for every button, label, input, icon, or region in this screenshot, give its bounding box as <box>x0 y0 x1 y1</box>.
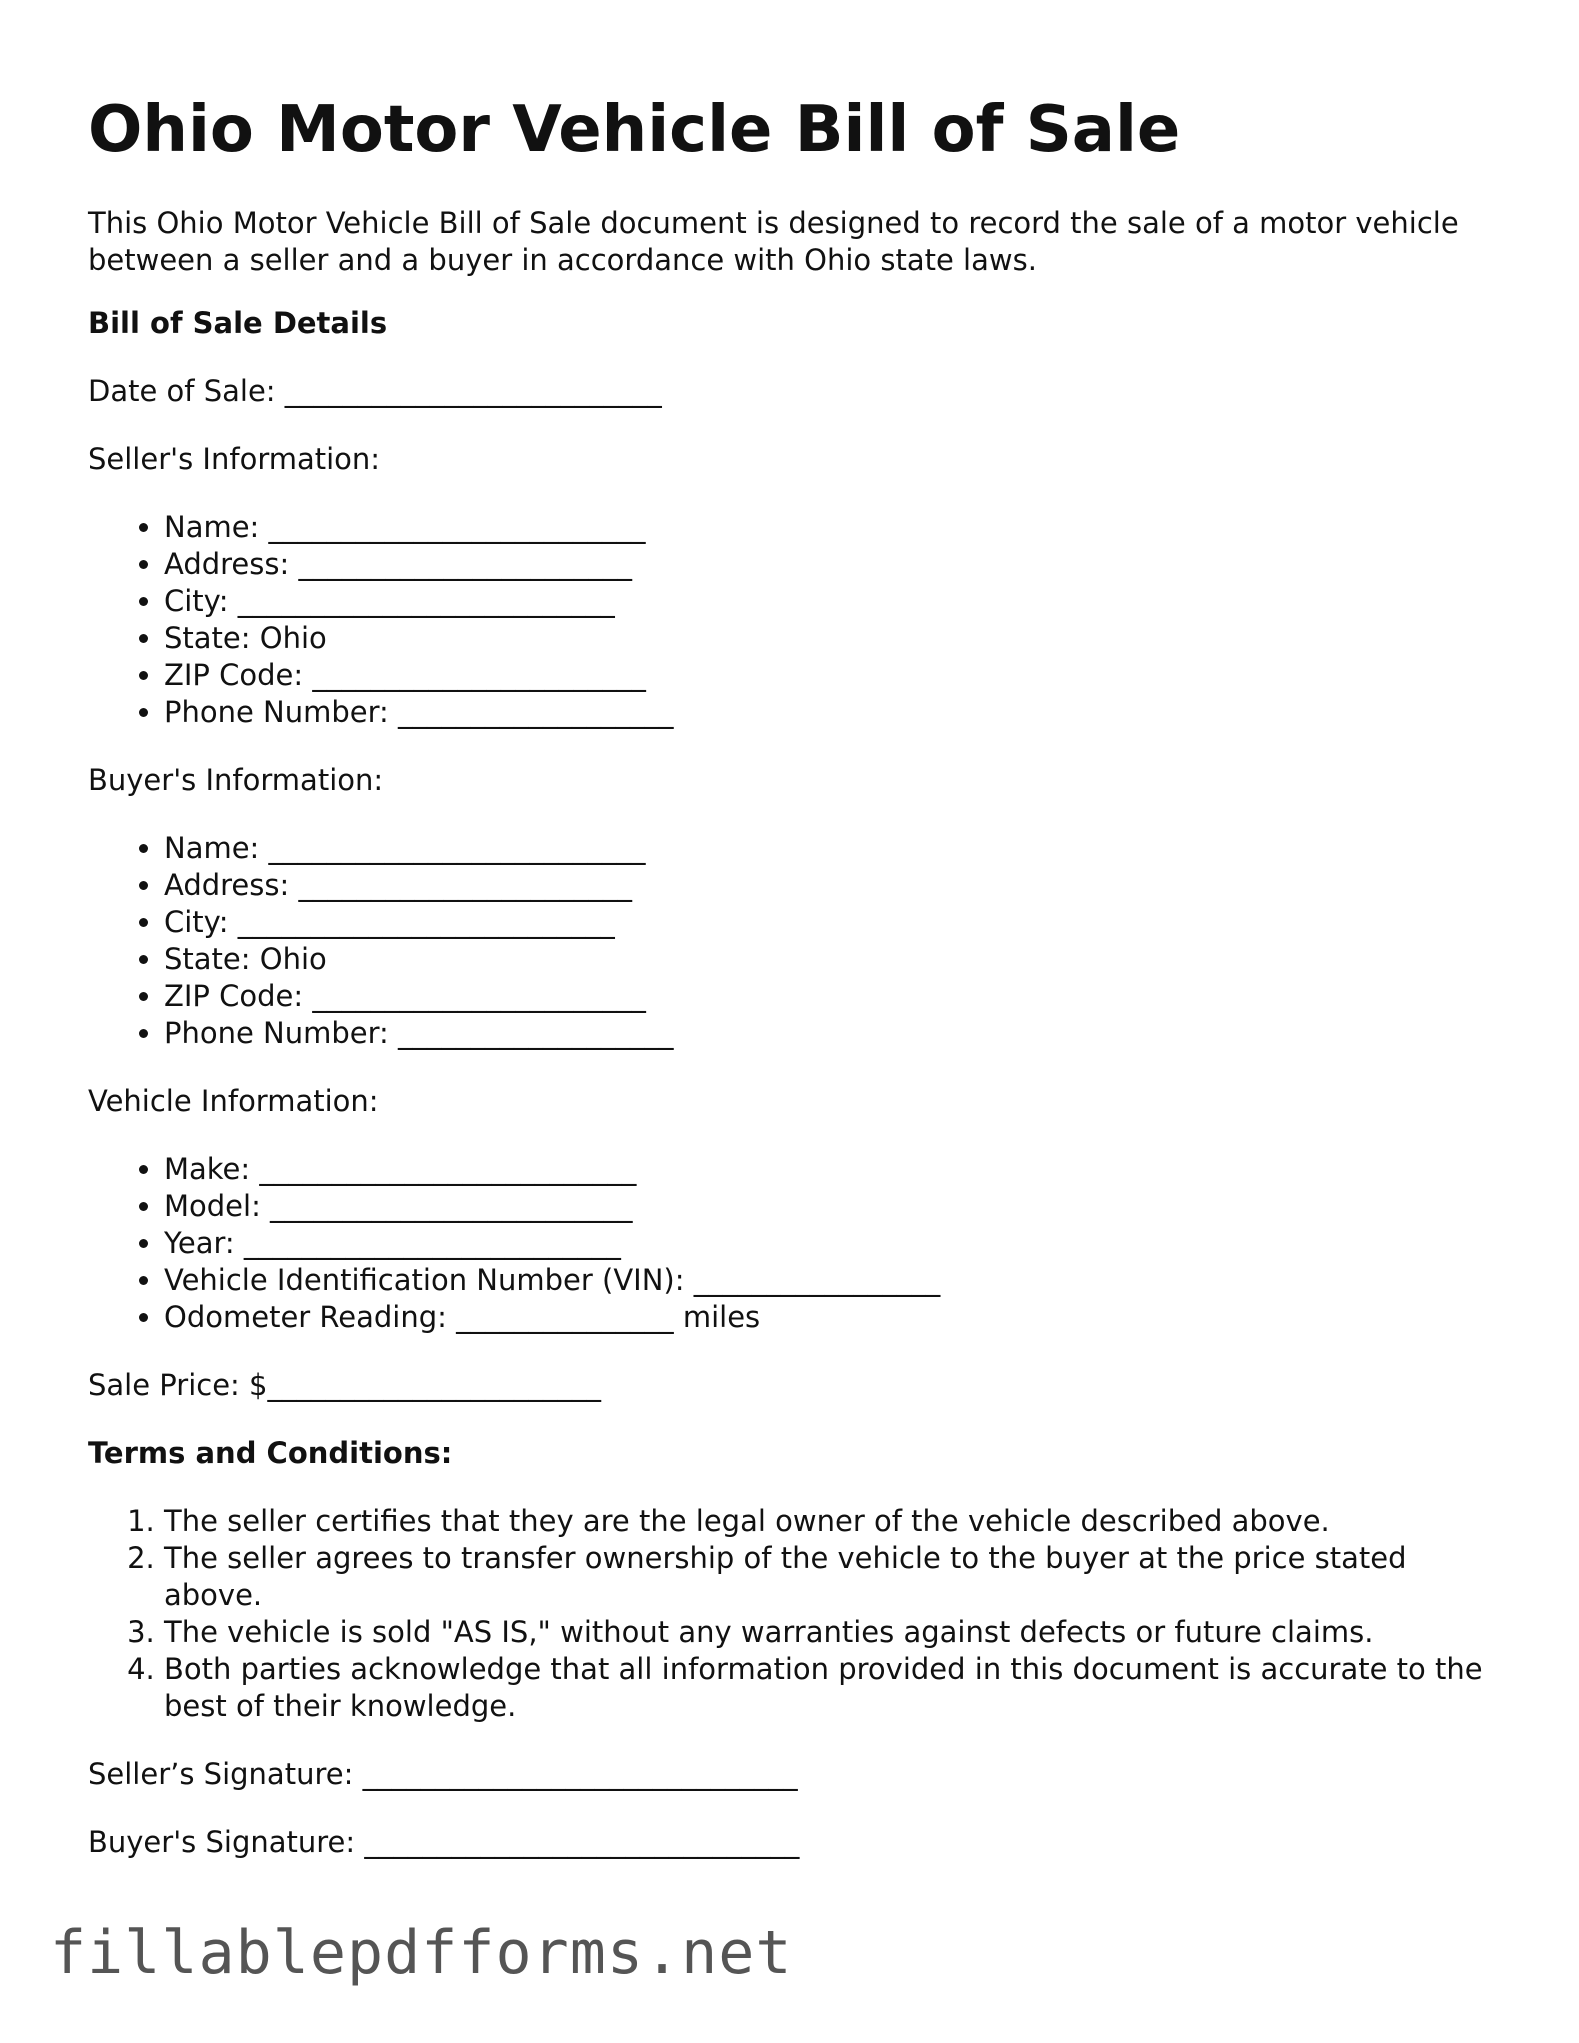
buyer-address-field[interactable]: • Address: _______________________ <box>164 867 1508 904</box>
sale-price-field[interactable]: Sale Price: $_______________________ <box>88 1368 601 1403</box>
seller-address-field[interactable]: • Address: _______________________ <box>164 546 1508 583</box>
vehicle-odometer-field[interactable]: • Odometer Reading: _______________ miles <box>164 1299 1508 1336</box>
vehicle-info-heading: Vehicle Information: <box>88 1084 379 1119</box>
terms-heading: Terms and Conditions: <box>88 1436 453 1471</box>
seller-city-field[interactable]: • City: __________________________ <box>164 583 1508 620</box>
buyer-phone-field[interactable]: • Phone Number: ___________________ <box>164 1015 1508 1052</box>
seller-phone-field[interactable]: • Phone Number: ___________________ <box>164 694 1508 731</box>
vehicle-model-field[interactable]: • Model: _________________________ <box>164 1188 1508 1225</box>
terms-list <box>88 1503 1508 1725</box>
terms-item: 4. Both parties acknowledge that all information provided in this document is accurate to the best of their knowledge. <box>164 1651 1508 1725</box>
watermark: fillablepdfforms.net <box>50 1918 793 1988</box>
buyer-zip-field[interactable]: • ZIP Code: _______________________ <box>164 978 1508 1015</box>
buyer-name-field[interactable]: • Name: __________________________ <box>164 830 1508 867</box>
buyer-signature-field[interactable]: Buyer's Signature: ______________________________ <box>88 1825 800 1860</box>
seller-info-list <box>88 509 1508 731</box>
terms-item: 2. The seller agrees to transfer ownership of the vehicle to the buyer at the price stated above. <box>164 1540 1508 1614</box>
intro-paragraph: This Ohio Motor Vehicle Bill of Sale document is designed to record the sale of a motor vehicle between a seller and a buyer in accordance with Ohio state laws. <box>88 206 1459 278</box>
buyer-info-list <box>88 830 1508 1052</box>
vehicle-vin-field[interactable]: • Vehicle Identification Number (VIN): _________________ <box>164 1262 1508 1299</box>
seller-zip-field[interactable]: • ZIP Code: _______________________ <box>164 657 1508 694</box>
vehicle-year-field[interactable]: • Year: __________________________ <box>164 1225 1508 1262</box>
date-of-sale-field[interactable]: Date of Sale: __________________________ <box>88 374 662 409</box>
vehicle-info-list <box>88 1151 1508 1336</box>
vehicle-make-field[interactable]: • Make: __________________________ <box>164 1151 1508 1188</box>
buyer-info-heading: Buyer's Information: <box>88 763 384 798</box>
seller-signature-field[interactable]: Seller’s Signature: ______________________________ <box>88 1757 798 1792</box>
details-heading: Bill of Sale Details <box>88 306 388 341</box>
seller-info-heading: Seller's Information: <box>88 442 381 477</box>
document-page <box>88 95 1508 1892</box>
buyer-city-field[interactable]: • City: __________________________ <box>164 904 1508 941</box>
terms-item: 3. The vehicle is sold "AS IS," without any warranties against defects or future claims. <box>164 1614 1508 1651</box>
document-title: Ohio Motor Vehicle Bill of Sale <box>88 93 1181 167</box>
buyer-state-field: • State: Ohio <box>164 941 1508 978</box>
terms-item: 1. The seller certifies that they are the legal owner of the vehicle described above. <box>164 1503 1508 1540</box>
seller-name-field[interactable]: • Name: __________________________ <box>164 509 1508 546</box>
seller-state-field: • State: Ohio <box>164 620 1508 657</box>
